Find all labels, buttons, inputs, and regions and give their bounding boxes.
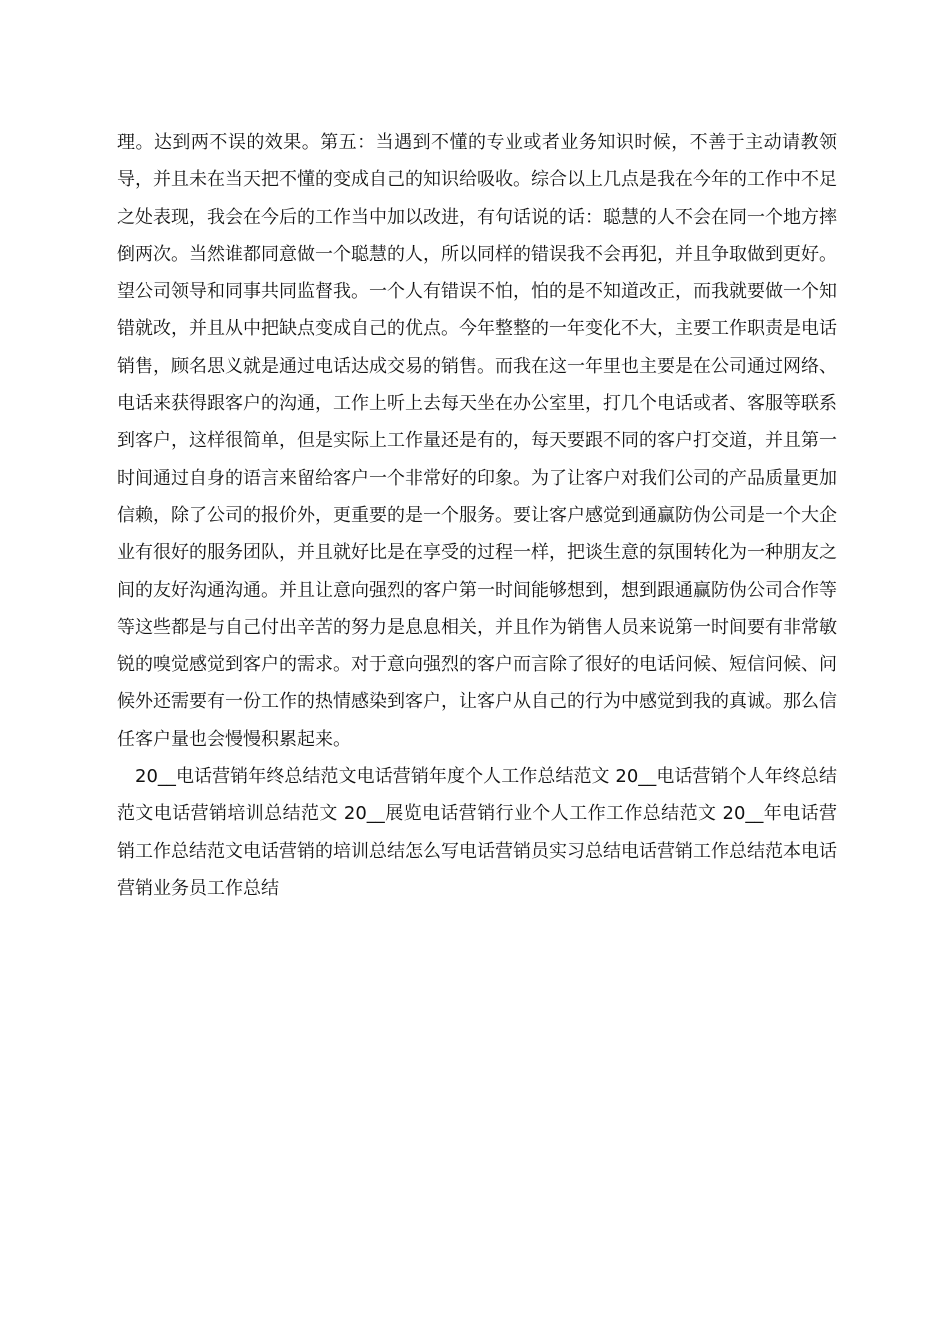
body-paragraph: 理。达到两不误的效果。第五：当遇到不懂的专业或者业务知识时候，不善于主动请教领导，并且未在当天把不懂的变成自己的知识给吸收。综合以上几点是我在今年的工作中不足之处表现，我会在今后的工作当中加以改进，有句话说的话：聪慧的人不会在同一个地方摔倒两次。当然谁都同意做一个聪慧的人，所以同样的错误我不会再犯，并且争取做到更好。望公司领导和同事共同监督我。一个人有错误不怕，怕的是不知道改正，而我就要做一个知错就改，并且从中把缺点变成自己的优点。今年整整的一年变化不大，主要工作职责是电话销售，顾名思义就是通过电话达成交易的销售。而我在这一年里也主要是在公司通过网络、电话来获得跟客户的沟通，工作上听上去每天坐在办公室里，打几个电话或者、客服等联系到客户，这样很简单，但是实际上工作量还是有的，每天要跟不同的客户打交道，并且第一时间通过自身的语言来留给客户一个非常好的印象。为了让客户对我们公司的产品质量更加信赖，除了公司的报价外，更重要的是一个服务。要让客户感觉到通赢防伪公司是一个大企业有很好的服务团队，并且就好比是在享受的过程一样，把谈生意的氛围转化为一种朋友之间的友好沟通沟通。并且让意向强烈的客户第一时间能够想到，想到跟通赢防伪公司合作等等这些都是与自己付出辛苦的努力是息息相关，并且作为销售人员来说第一时间要有非常敏锐的嗅觉感觉到客户的需求。对于意向强烈的客户而言除了很好的电话问候、短信问候、问候外还需要有一份工作的热情感染到客户，让客户从自己的行为中感觉到我的真诚。那么信任客户量也会慢慢积累起来。 (117, 132, 837, 750)
related-articles-paragraph: 20__电话营销年终总结范文电话营销年度个人工作总结范文 20__电话营销个人年终总结范文电话营销培训总结范文 20__展览电话营销行业个人工作工作总结范文 20__年电话营销工作总结范文电话营销的培训总结怎么写电话营销员实习总结电话营销工作总结范本电话营销业务员工作总结 (117, 766, 837, 899)
document-body (117, 124, 837, 907)
